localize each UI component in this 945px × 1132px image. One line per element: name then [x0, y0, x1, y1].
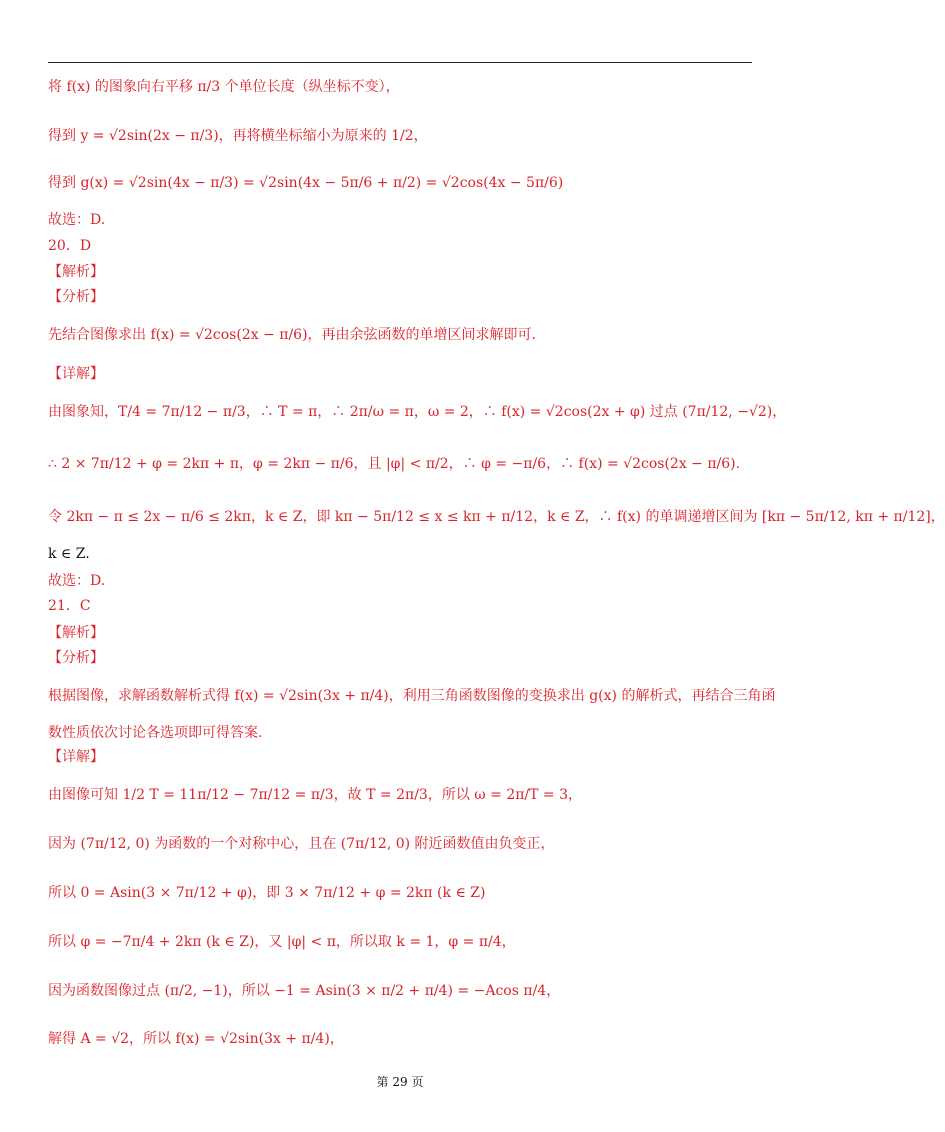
text-line-11: ∴ 2 × 7π/12 + φ = 2kπ + π，φ = 2kπ − π/6，且 |φ| < π/2，∴ φ = −π/6，∴ f(x) = √2cos(2x − π/6). — [48, 456, 741, 472]
section-label-xiangjie: 【详解】 — [48, 366, 104, 382]
text-line-14: 故选：D. — [48, 573, 106, 589]
section-label-jiexi: 【解析】 — [48, 264, 104, 280]
text-line-4: 故选：D. — [48, 212, 106, 228]
text-line-2: 得到 y = √2sin(2x − π/3)，再将横坐标缩小为原来的 1/2， — [48, 128, 428, 144]
text-line-23: 所以 0 = Asin(3 × 7π/12 + φ)，即 3 × 7π/12 + φ = 2kπ (k ∈ Z) — [48, 885, 486, 901]
section-label-fenxi: 【分析】 — [48, 289, 104, 305]
question-number-21: 21．C — [48, 598, 91, 614]
text-line-26: 解得 A = √2，所以 f(x) = √2sin(3x + π/4)， — [48, 1031, 344, 1047]
section-label-fenxi-2: 【分析】 — [48, 650, 104, 666]
text-line-24: 所以 φ = −7π/4 + 2kπ (k ∈ Z)，又 |φ| < π，所以取 k = 1，φ = π/4， — [48, 934, 516, 950]
section-label-xiangjie-2: 【详解】 — [48, 749, 104, 765]
text-line-13: k ∈ Z. — [48, 546, 90, 562]
text-line-25: 因为函数图像过点 (π/2, −1)，所以 −1 = Asin(3 × π/2 + π/4) = −Acos π/4， — [48, 983, 561, 999]
text-line-10: 由图象知，T/4 = 7π/12 − π/3，∴ T = π，∴ 2π/ω = π，ω = 2，∴ f(x) = √2cos(2x + φ) 过点 (7π/12, −√2)， — [48, 404, 787, 420]
text-line-1: 将 f(x) 的图象向右平移 π/3 个单位长度（纵坐标不变）， — [48, 79, 400, 95]
question-number-20: 20．D — [48, 238, 92, 254]
text-line-12: 令 2kπ − π ≤ 2x − π/6 ≤ 2kπ，k ∈ Z，即 kπ − 5π/12 ≤ x ≤ kπ + π/12，k ∈ Z，∴ f(x) 的单调递增区间为 [kπ − 5π/12, kπ + π/12]， — [48, 509, 945, 525]
section-label-jiexi-2: 【解析】 — [48, 625, 104, 641]
header-rule — [48, 62, 752, 63]
text-line-8: 先结合图像求出 f(x) = √2cos(2x − π/6)，再由余弦函数的单增区间求解即可. — [48, 327, 536, 343]
text-line-22: 因为 (7π/12, 0) 为函数的一个对称中心，且在 (7π/12, 0) 附近函数值由负变正， — [48, 836, 555, 852]
text-line-21: 由图像可知 1/2 T = 11π/12 − 7π/12 = π/3，故 T = 2π/3，所以 ω = 2π/T = 3， — [48, 787, 583, 803]
page-number: 第 29 页 — [376, 1075, 424, 1089]
text-line-3: 得到 g(x) = √2sin(4x − π/3) = √2sin(4x − 5π/6 + π/2) = √2cos(4x − 5π/6) — [48, 175, 564, 191]
text-line-19: 数性质依次讨论各选项即可得答案. — [48, 725, 263, 741]
text-line-18: 根据图像，求解函数解析式得 f(x) = √2sin(3x + π/4)，利用三角函数图像的变换求出 g(x) 的解析式，再结合三角函 — [48, 688, 776, 704]
